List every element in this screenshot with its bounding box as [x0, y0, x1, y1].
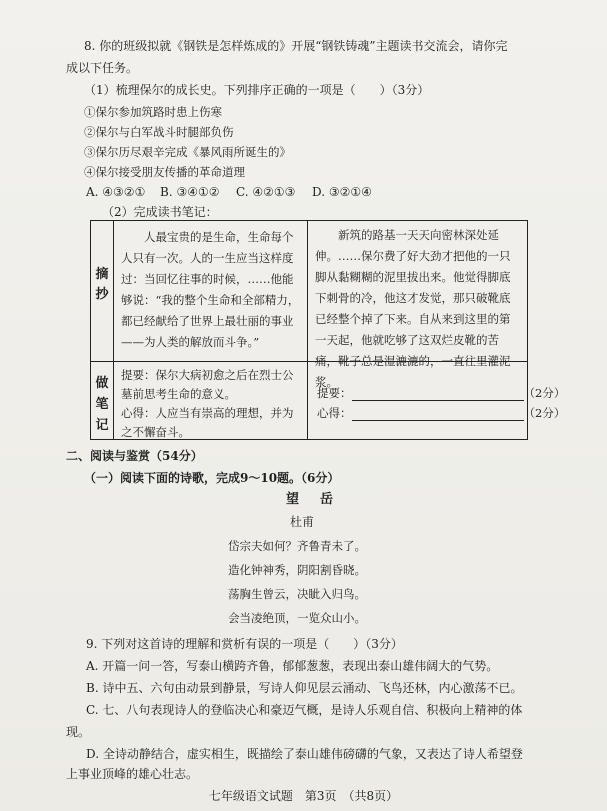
q9-option-c-line2: 现。 — [66, 725, 91, 739]
section2-sub: （一）阅读下面的诗歌，完成9～10题。（6分） — [84, 471, 340, 485]
insight-label: 心得： — [317, 406, 352, 420]
q8-option-c: C. ④②①③ — [236, 185, 296, 199]
poem-line-1: 岱宗夫如何？齐鲁青未了。 — [228, 539, 366, 553]
note-left-line1: 提要：保尔大病初愈之后在烈士公 — [121, 368, 294, 382]
poem-author: 杜甫 — [290, 515, 315, 529]
q8-sub1: （1）梳理保尔的成长史。下列排序正确的一项是（ ）（3分） — [84, 83, 430, 97]
q9-option-a: A. 开篇一问一答，写泰山横跨齐鲁，郁郁葱葱，表现出泰山雄伟阔大的气势。 — [86, 659, 499, 673]
q8-option-d: D. ③②①④ — [312, 185, 372, 199]
q9-option-d-line1: D. 全诗动静结合，虚实相生，既描绘了泰山雄伟磅礴的气象，又表达了诗人希望登 — [86, 747, 523, 761]
q8-item-4: ④保尔接受朋友传播的革命道理 — [84, 165, 245, 179]
q9-option-c-line1: C. 七、八句表现诗人的登临决心和豪迈气概，是诗人乐观自信、积极向上精神的体 — [86, 703, 523, 717]
note-right-insight — [317, 405, 565, 421]
insight-blank[interactable] — [352, 408, 524, 421]
q8-stem-line2: 成以下任务。 — [66, 61, 139, 75]
q9-stem: 9. 下列对这首诗的理解和赏析有误的一项是（ ）（3分） — [86, 637, 403, 651]
note-left-line3: 心得：人应当有崇高的理想，并为 — [121, 406, 294, 420]
q9-option-d-line2: 上事业顶峰的雄心壮志。 — [66, 767, 199, 781]
section2-heading: 二、阅读与鉴赏（54分） — [66, 449, 203, 463]
q8-stem-line1: 8. 你的班级拟就《钢铁是怎样炼成的》开展“钢铁铸魂”主题读书交流会，请你完 — [84, 39, 508, 53]
q8-item-1: ①保尔参加筑路时患上伤寒 — [84, 105, 222, 119]
summary-label: 提要： — [317, 386, 352, 400]
q9-option-b: B. 诗中五、六句由动景到静景，写诗人仰见层云涌动、飞鸟还林，内心激荡不已。 — [86, 681, 523, 695]
note-right-summary — [317, 385, 565, 401]
note-left-line4: 之不懈奋斗。 — [121, 425, 190, 439]
summary-score: （2分） — [523, 386, 566, 400]
excerpt-left: 人最宝贵的是生命，生命每个人只有一次。人的一生应当这样度过：当回忆往事的时候，……他能够说：“我的整个生命和全部精力，都已经献给了世界上最壮丽的事业——为人类的解放而斗争。” — [121, 230, 300, 349]
note-left-line2: 墓前思考生命的意义。 — [121, 387, 236, 401]
excerpt-right: 新筑的路基一天天向密林深处延伸。……保尔费了好大劲才把他的一只脚从黏糊糊的泥里拔出来。他觉得脚底下刺骨的冷，他这才发觉，那只破靴底已经整个掉了下来。自从来到这里的第一天起，他就吃够了这双烂皮靴的苦痛，靴子总是湿漉漉的，一直往里灌泥浆。 — [315, 228, 511, 389]
notes-label: 做笔记 — [95, 376, 109, 433]
page-footer: 七年级语文试题 第3页 （共8页） — [208, 789, 399, 803]
poem-title: 望 岳 — [286, 492, 338, 507]
excerpt-label: 摘抄 — [95, 267, 109, 302]
q8-item-2: ②保尔与白军战斗时腿部负伤 — [84, 125, 234, 139]
poem-line-4: 会当凌绝顶，一览众山小。 — [228, 611, 366, 625]
q8-option-b: B. ③④①② — [160, 185, 220, 199]
poem-line-2: 造化钟神秀，阴阳割昏晓。 — [228, 563, 366, 577]
summary-blank[interactable] — [352, 388, 524, 401]
q8-sub2: （2）完成读书笔记： — [102, 205, 218, 219]
q8-item-3: ③保尔历尽艰辛完成《暴风雨所诞生的》 — [84, 145, 291, 159]
poem-line-3: 荡胸生曾云，决眦入归鸟。 — [228, 587, 366, 601]
q8-option-a: A. ④③②① — [86, 185, 146, 199]
insight-score: （2分） — [523, 406, 566, 420]
reading-notes-table — [90, 220, 566, 440]
